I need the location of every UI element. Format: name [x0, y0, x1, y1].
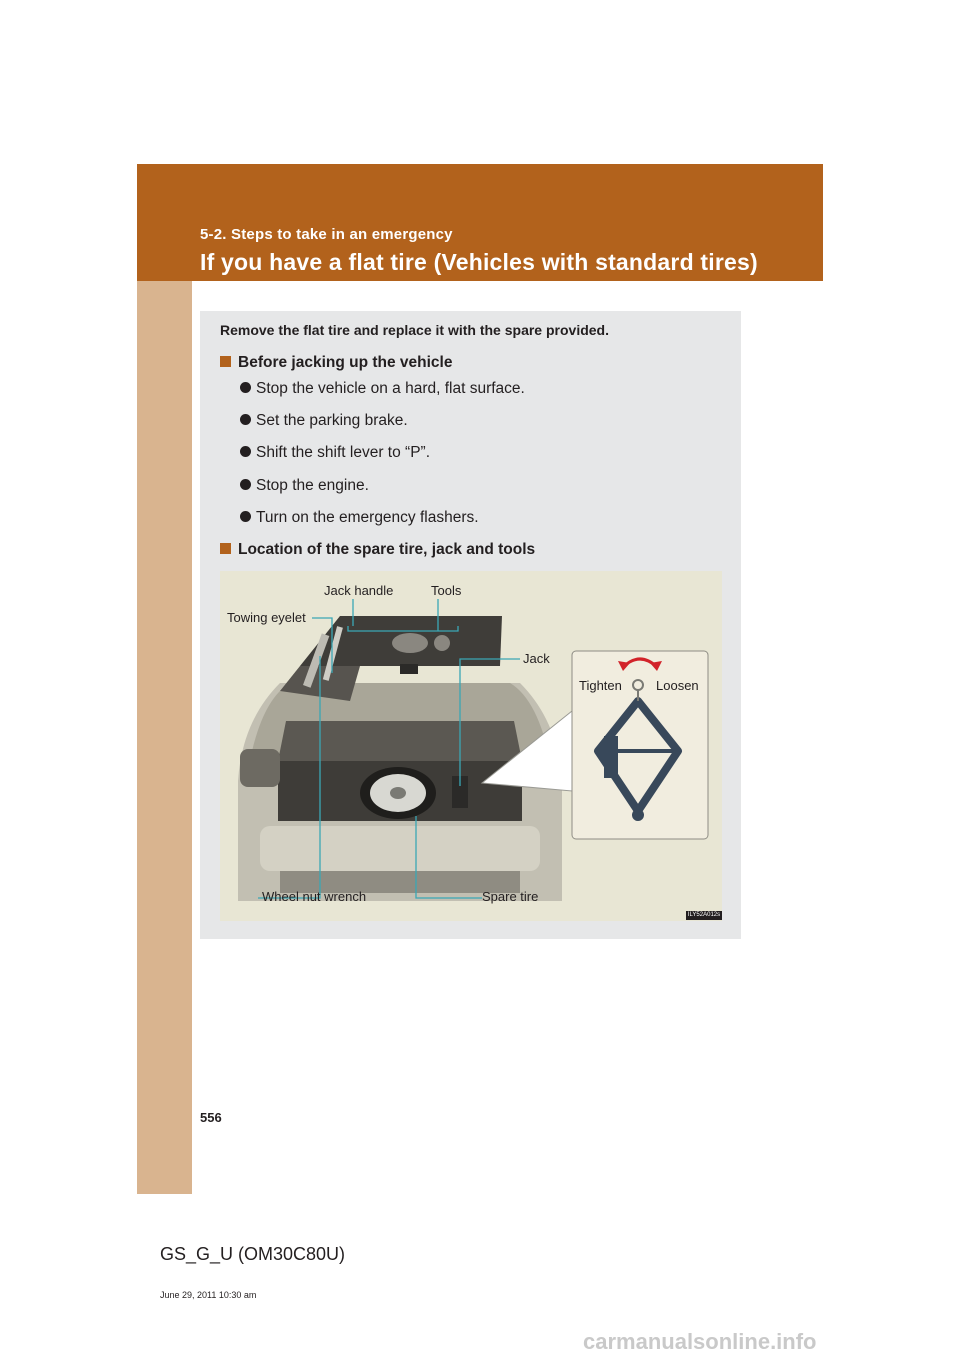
watermark: carmanualsonline.info — [583, 1329, 817, 1354]
intro-text: Remove the flat tire and replace it with the spare provided. — [220, 322, 609, 338]
bullet-dot-icon — [240, 382, 251, 393]
label-jack-handle: Jack handle — [324, 583, 394, 598]
document-code: GS_G_U (OM30C80U) — [160, 1244, 346, 1264]
figure-code: ILY52A012s — [687, 912, 721, 918]
side-band — [137, 164, 192, 1194]
subheading-label: Location of the spare tire, jack and tools — [238, 541, 536, 558]
section-label: 5-2. Steps to take in an emergency — [200, 226, 453, 243]
list-item-text: Shift the shift lever to “P”. — [256, 444, 431, 461]
list-item-text: Stop the engine. — [256, 477, 369, 494]
list-item — [240, 412, 408, 430]
list-item — [240, 509, 479, 527]
page-title: If you have a flat tire (Vehicles with standard tires) — [200, 249, 758, 275]
document-date: June 29, 2011 10:30 am — [160, 1290, 257, 1300]
list-item-text: Set the parking brake. — [256, 412, 408, 429]
list-item — [240, 477, 369, 495]
square-bullet-icon — [220, 543, 231, 554]
label-towing-eyelet: Towing eyelet — [227, 610, 306, 625]
label-jack: Jack — [523, 651, 550, 666]
label-tools: Tools — [431, 583, 462, 598]
list-item — [240, 380, 525, 398]
subheading-location — [220, 541, 535, 559]
bullet-dot-icon — [240, 479, 251, 490]
square-bullet-icon — [220, 356, 231, 367]
label-tighten: Tighten — [579, 678, 622, 693]
list-item-text: Turn on the emergency flashers. — [256, 509, 479, 526]
page-number: 556 — [200, 1110, 222, 1125]
bullet-dot-icon — [240, 446, 251, 457]
label-loosen: Loosen — [656, 678, 699, 693]
bullet-dot-icon — [240, 414, 251, 425]
subheading-label: Before jacking up the vehicle — [238, 354, 453, 371]
spare-tire-illustration — [360, 767, 436, 819]
trunk-illustration — [220, 571, 722, 921]
list-item-text: Stop the vehicle on a hard, flat surface. — [256, 380, 525, 397]
subheading-before-jacking — [220, 354, 452, 372]
bullet-dot-icon — [240, 511, 251, 522]
list-item — [240, 444, 430, 462]
label-spare-tire: Spare tire — [482, 889, 539, 904]
label-wheel-nut-wrench: Wheel nut wrench — [262, 889, 367, 904]
